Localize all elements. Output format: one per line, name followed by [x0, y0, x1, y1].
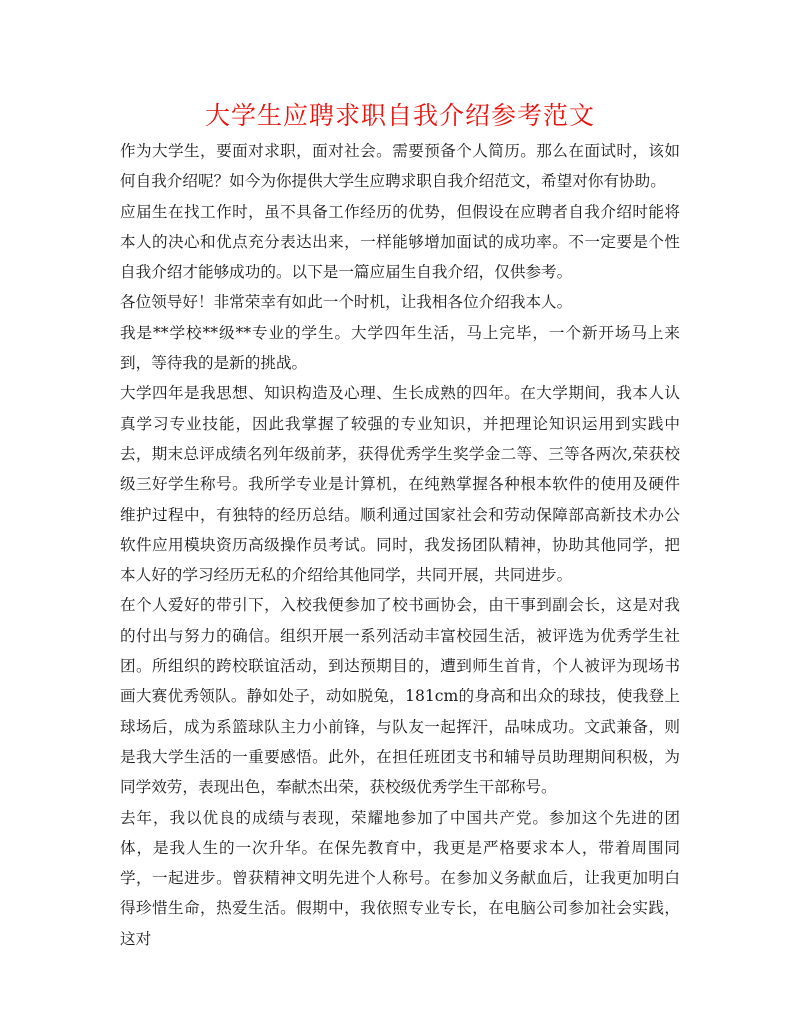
paragraph-party: 去年，我以优良的成绩与表现，荣耀地参加了中国共产党。参加这个先进的团体，是我人生的一次升华。在保先教育中，我更是严格要求本人，带着周围同学，一起进步。曾获精神文明先进个人称号。在参加义务献血后，让我更加明白得珍惜生命，热爱生活。假期中，我依照专业专长，在电脑公司参加社会实践，这对 [120, 808, 680, 948]
paragraph-greeting: 各位领导好！非常荣幸有如此一个时机，让我相各位介绍我本人。 [120, 293, 573, 312]
document-title: 大学生应聘求职自我介绍参考范文 [204, 101, 595, 130]
paragraph-study: 大学四年是我思想、知识构造及心理、生长成熟的四年。在大学期间，我本人认真学习专业技能，因此我掌握了较强的专业知识，并把理论知识运用到实践中去，期末总评成绩名列年级前茅，获得优秀学生奖学金二等、三等各两次,荣获校级三好学生称号。我所学专业是计算机，在纯熟掌握各种根本软件的使用及硬件维护过程中，有独特的经历总结。顺利通过国家社会和劳动保障部高新技术办公软件应用模块资历高级操作员考试。同时，我发扬团队精神，协助其他同学，把本人好的学习经历无私的介绍给其他同学，共同开展，共同进步。 [120, 384, 680, 585]
paragraph-activities: 在个人爱好的带引下，入校我便参加了校书画协会，由干事到副会长，这是对我的付出与努力的确信。组织开展一系列活动丰富校园生活，被评选为优秀学生社团。所组织的跨校联谊活动，到达预期目的，遭到师生首肯，个人被评为现场书画大赛优秀领队。静如处子，动如脱兔，181cm的身高和出众的球技，使我登上球场后，成为系篮球队主力小前锋，与队友一起挥汗，品味成功。文武兼备，则是我大学生活的一重要感悟。此外，在担任班团支书和辅导员助理期间积极，为同学效劳，表现出色，奉献杰出荣，获校级优秀学生干部称号。 [120, 596, 680, 797]
paragraph-intro: 作为大学生，要面对求职，面对社会。需要预备个人简历。那么在面试时，该如何自我介绍呢？如今为你提供大学生应聘求职自我介绍范文，希望对你有协助。 [120, 142, 680, 191]
document-body [120, 136, 680, 954]
paragraph-advice: 应届生在找工作时，虽不具备工作经历的优势，但假设在应聘者自我介绍时能将本人的决心和优点充分表达出来，一样能够增加面试的成功率。不一定要是个性自我介绍才能够成功的。以下是一篇应届生自我介绍，仅供参考。 [120, 202, 680, 282]
paragraph-identity: 我是**学校**级**专业的学生。大学四年生活，马上完毕，一个新开场马上来到，等待我的是新的挑战。 [120, 323, 680, 373]
